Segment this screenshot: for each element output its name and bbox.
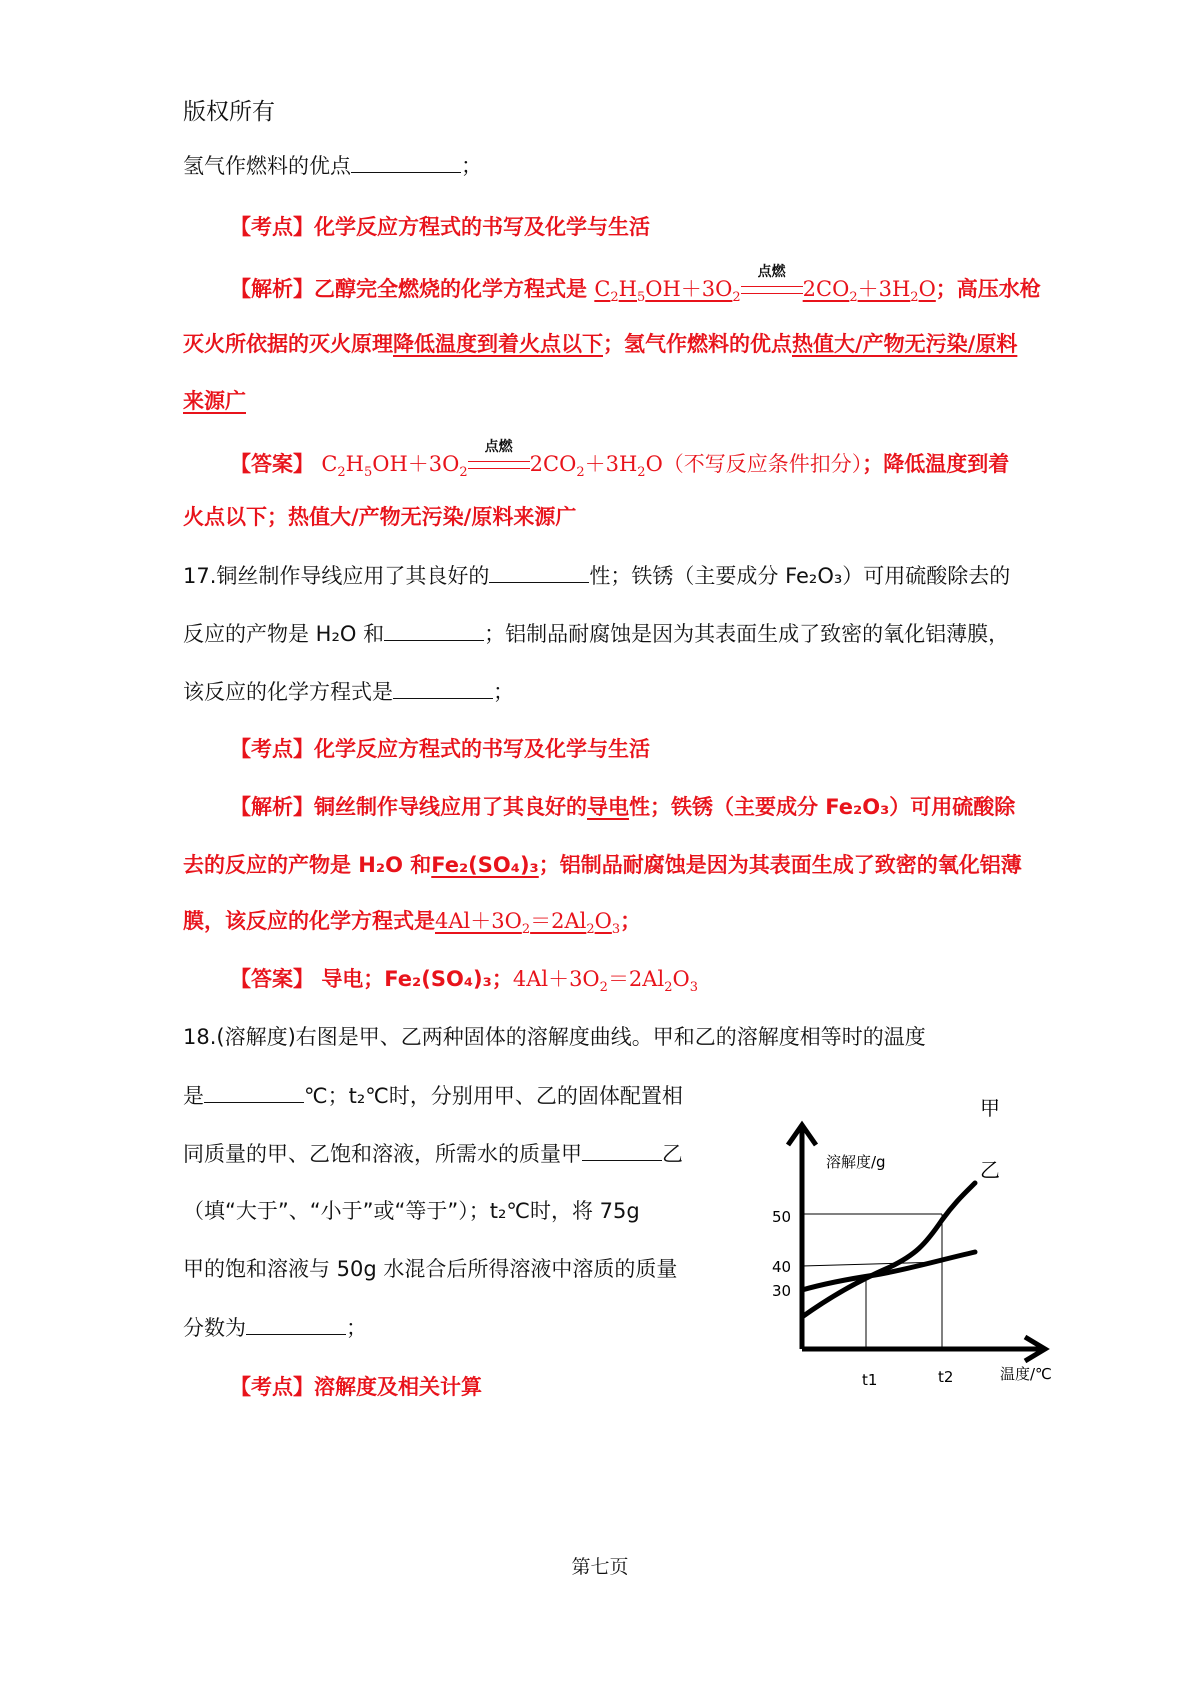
answer-blank[interactable] — [351, 150, 461, 173]
q18-line3: 同质量的甲、乙饱和溶液，所需水的质量甲 乙 — [183, 1138, 683, 1169]
q17-jiexi-line2: 去的反应的产物是 H₂O 和Fe₂(SO₄)₃；铝制品耐腐蚀是因为其表面生成了致密的氧化铝薄 — [183, 853, 1022, 877]
q16-jiexi-line2: 灭火所依据的灭火原理降低温度到着火点以下；氢气作燃料的优点热值大/产物无污染/原料 — [183, 332, 1018, 356]
q16-kaodian: 【考点】化学反应方程式的书写及化学与生活 — [230, 215, 650, 239]
q18-line2: 是 ℃；t₂℃时，分别用甲、乙的固体配置相 — [183, 1080, 683, 1111]
answer-blank[interactable] — [489, 560, 589, 583]
series-line-yi — [802, 1252, 975, 1290]
y-tick-40: 40 — [772, 1258, 792, 1276]
equation: $4Al+3O_2=2Al_2O_3$ — [435, 909, 621, 938]
q16-answer-line1: 【答案】 $C_2H_5OH+3O_2$ 点燃 $2CO_2+3H_2O$（不写反应条件扣分）；降低温度到着 — [230, 439, 1010, 481]
q18-kaodian: 【考点】溶解度及相关计算 — [230, 1375, 482, 1399]
q17-answer: 【答案】 导电；Fe₂(SO₄)₃；$4Al+3O_2=2Al_2O_3$ — [230, 967, 698, 996]
q17-jiexi-line1: 【解析】铜丝制作导线应用了其良好的导电性；铁锈（主要成分 Fe₂O₃）可用硫酸除 — [230, 795, 1016, 819]
equation-left: $C_2H_5OH+3O_2$ — [594, 277, 741, 306]
solubility-chart — [772, 1085, 1100, 1415]
q16-jiexi-line3: 来源广 — [183, 389, 246, 413]
answer-blank[interactable] — [393, 676, 493, 699]
answer-blank[interactable] — [246, 1312, 346, 1335]
y-tick-50: 50 — [772, 1208, 792, 1226]
q16-tail: 氢气作燃料的优点 ； — [183, 150, 1040, 181]
x-tick-t1: t1 — [862, 1371, 878, 1389]
answer-blank[interactable] — [384, 618, 484, 641]
x-tick-t2: t2 — [938, 1368, 954, 1386]
x-axis-title: 温度/℃ — [1000, 1365, 1052, 1383]
page-header: 版权所有 — [183, 99, 275, 125]
series-label-jia: 甲 — [980, 1096, 1000, 1120]
equation-right: $2CO_2+3H_2O$ — [802, 277, 936, 306]
q17-line3: 该反应的化学方程式是 ； — [183, 676, 1040, 707]
series-line-jia — [802, 1183, 975, 1317]
q17-line2: 反应的产物是 H₂O 和 ；铝制品耐腐蚀是因为其表面生成了致密的氧化铝薄膜， — [183, 618, 1040, 649]
equation: $4Al+3O_2=2Al_2O_3$ — [512, 967, 698, 996]
answer-blank[interactable] — [582, 1138, 662, 1161]
q18-line4: （填“大于”、“小于”或“等于”）；t₂℃时，将 75g — [183, 1199, 640, 1223]
q17-kaodian: 【考点】化学反应方程式的书写及化学与生活 — [230, 737, 650, 761]
q18-line5: 甲的饱和溶液与 50g 水混合后所得溶液中溶质的质量 — [183, 1257, 678, 1281]
y-tick-30: 30 — [772, 1282, 792, 1300]
q18-line1: 18.(溶解度)右图是甲、乙两种固体的溶解度曲线。甲和乙的溶解度相等时的温度 — [183, 1025, 926, 1049]
q16-answer-line2: 火点以下；热值大/产物无污染/原料来源广 — [183, 505, 577, 529]
q17-jiexi-line3: 膜，该反应的化学方程式是$4Al+3O_2=2Al_2O_3$； — [183, 909, 642, 938]
y-axis-title: 溶解度/g — [826, 1153, 886, 1171]
series-label-yi: 乙 — [980, 1158, 1000, 1182]
reaction-condition: 点燃 — [741, 274, 803, 304]
q16-jiexi-line1: 【解析】乙醇完全燃烧的化学方程式是 $C_2H_5OH+3O_2$ 点燃 $2CO_2+3H_2O$；高压水枪 — [230, 264, 1041, 306]
q18-line6: 分数为 ； — [183, 1312, 367, 1343]
reaction-condition: 点燃 — [468, 449, 530, 479]
page-number: 第七页 — [571, 1556, 629, 1578]
answer-blank[interactable] — [204, 1080, 304, 1103]
q17-line1: 17.铜丝制作导线应用了其良好的 性；铁锈（主要成分 Fe₂O₃）可用硫酸除去的 — [183, 560, 1040, 591]
